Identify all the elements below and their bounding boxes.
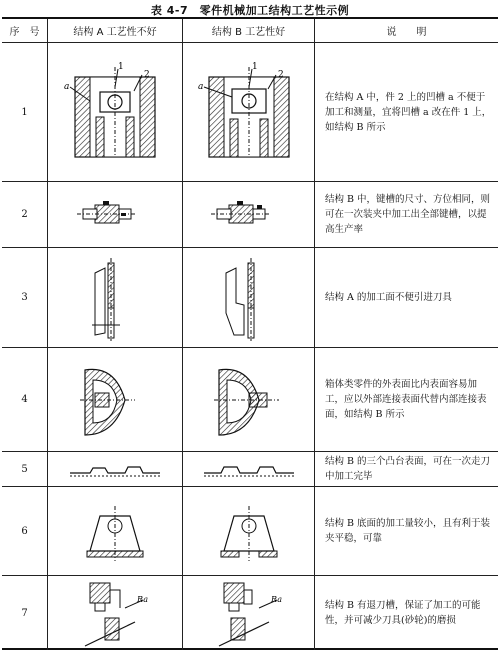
- header-structure-b: 结构 B 工艺性好: [183, 19, 315, 42]
- figure-structure-b: [183, 182, 315, 247]
- label-a: a: [64, 82, 70, 92]
- label-ra: Ra: [137, 595, 148, 604]
- row-description: 箱体类零件的外表面比内表面容易加工，应以外部连接表面代替内部连接表面，如结构 B 所示: [325, 379, 487, 420]
- row-description: 结构 B 中，键槽的尺寸、方位相同，则可在一次装夹中加工出全部键槽，以提高生产率: [325, 194, 491, 235]
- figure-structure-b: [183, 487, 315, 575]
- figure-structure-a: [48, 43, 183, 181]
- table-row: [2, 576, 498, 650]
- row-description: 结构 B 的三个凸台表面，可在一次走刀中加工完毕: [325, 456, 491, 482]
- row-number: 4: [2, 348, 48, 451]
- row-number: 1: [2, 43, 48, 181]
- label-2: 2: [144, 70, 150, 80]
- figure-structure-a: [48, 248, 183, 347]
- process-structure-table: [2, 17, 498, 650]
- figure-structure-b: [183, 43, 315, 181]
- header-no: 序 号: [2, 19, 48, 42]
- label-1: 1: [118, 62, 124, 72]
- figure-structure-a: [48, 182, 183, 247]
- row-description: 结构 A 的加工面不便引进刀具: [325, 292, 452, 303]
- figure-structure-a: [48, 348, 183, 451]
- table-row: [2, 43, 498, 182]
- row-description: 在结构 A 中，件 2 上的凹槽 a 不便于加工和测量，宜将凹槽 a 改在件 1 上，如结构 B 所示: [325, 91, 492, 133]
- row-number: 6: [2, 487, 48, 575]
- table-row: [2, 487, 498, 576]
- figure-structure-a: [48, 487, 183, 575]
- figure-structure-a: [48, 576, 183, 650]
- header-description: 说 明: [386, 27, 427, 38]
- table-row: [2, 452, 498, 487]
- table-title: 表 4-7 零件机械加工结构工艺性示例: [150, 4, 350, 17]
- table-header-row: [2, 19, 498, 43]
- table-row: [2, 348, 498, 452]
- figure-structure-b: [183, 248, 315, 347]
- row-description: 结构 B 底面的加工量较小，且有利于装夹平稳，可靠: [325, 518, 491, 544]
- label-ra: Ra: [270, 595, 282, 604]
- table-row: [2, 248, 498, 348]
- figure-structure-b: [183, 348, 315, 451]
- header-structure-a: 结构 A 工艺性不好: [48, 19, 183, 42]
- figure-structure-b: [183, 452, 315, 486]
- row-number: 5: [2, 452, 48, 486]
- row-number: 7: [2, 576, 48, 650]
- label-a: a: [197, 82, 203, 92]
- table-row: [2, 182, 498, 248]
- row-number: 3: [2, 248, 48, 347]
- label-1: 1: [251, 62, 258, 72]
- label-2: 2: [277, 70, 284, 80]
- row-number: 2: [2, 182, 48, 247]
- row-description: 结构 B 有退刀槽，保证了加工的可能性，并可减少刀具(砂轮)的磨损: [325, 600, 481, 626]
- figure-structure-a: [48, 452, 183, 486]
- figure-structure-b: [183, 576, 315, 650]
